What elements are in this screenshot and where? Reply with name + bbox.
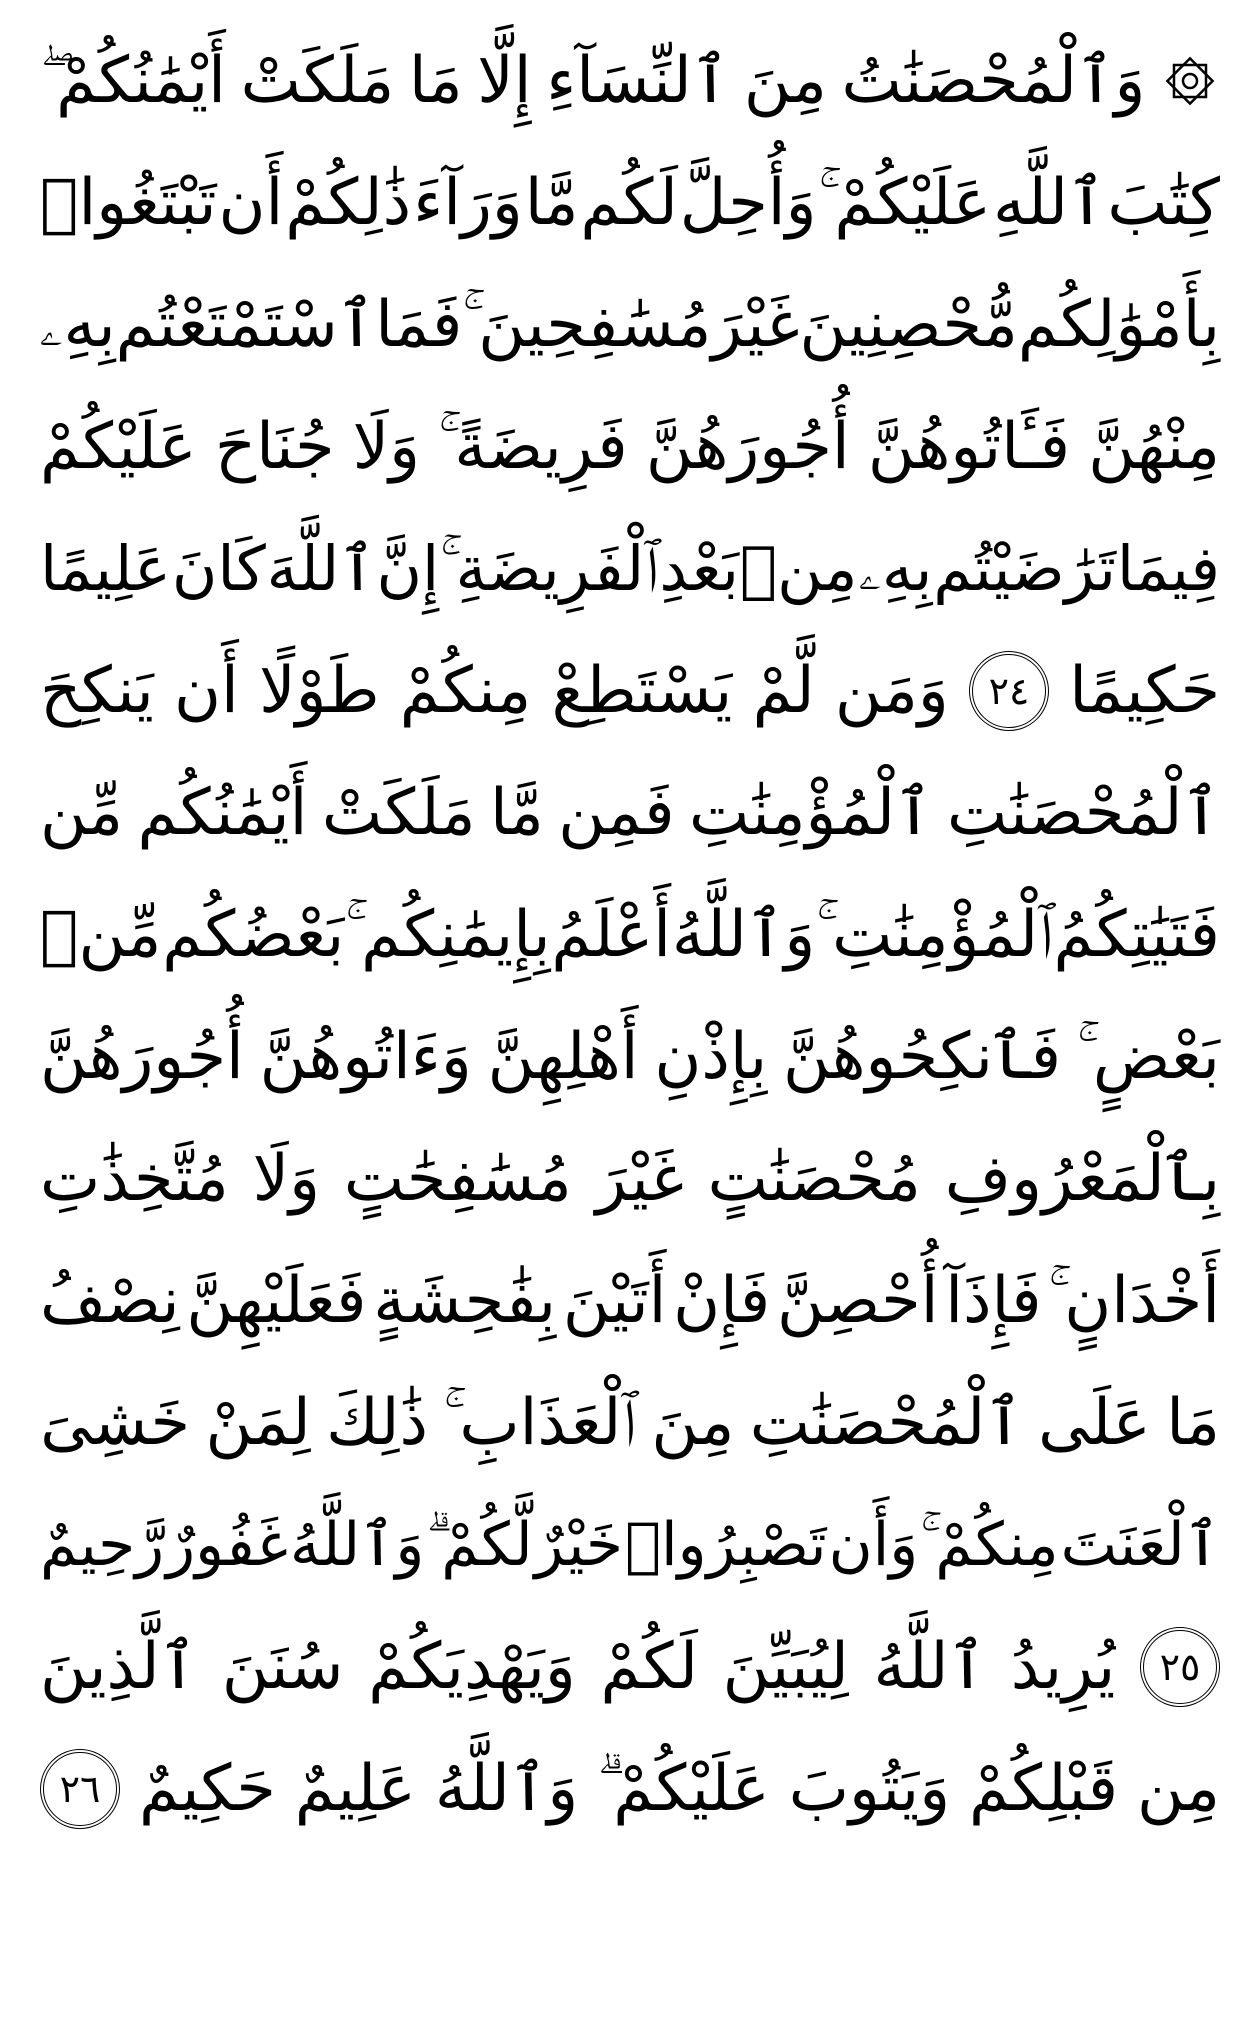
text-line <box>40 20 1220 142</box>
verse-word: مِن <box>1137 1752 1220 1826</box>
verse-word: قَبْلِكُمْ <box>969 1752 1119 1826</box>
verse-word: مِنْهُنَّ <box>1088 410 1220 484</box>
verse-word: أَيْمَٰنُكُمْ ۖ <box>40 44 226 118</box>
verse-word: فَٱنكِحُوهُنَّ <box>782 1020 1062 1094</box>
verse-word: أَهْلِهِنَّ <box>487 1020 639 1094</box>
text-line <box>40 630 1220 752</box>
verse-word: ٱللَّهُ <box>873 1630 987 1704</box>
verse-word: إِنَّ <box>376 532 440 605</box>
verse-word: مَلَكَتْ <box>240 44 395 118</box>
verse-word: عَلَى <box>1038 1386 1151 1460</box>
verse-word: أَن <box>218 166 284 240</box>
verse-word: أَتَيْنَ <box>562 1264 667 1338</box>
verse-word: حَكِيمٌ <box>138 1752 276 1826</box>
verse-word: وَلَا <box>252 1142 321 1216</box>
verse-word: فِيمَا <box>1116 532 1220 605</box>
verse-word: ٱسْتَمْتَعْتُم <box>115 288 376 362</box>
verse-word: خَشِىَ <box>40 1386 191 1460</box>
text-line <box>40 874 1220 996</box>
verse-word: أُجُورَهُنَّ <box>645 410 850 484</box>
verse-word: عَلِيمًا <box>40 532 171 605</box>
verse-word: وَأُحِلَّ <box>679 166 817 240</box>
verse-word: مَلَكَتْ <box>321 776 476 850</box>
verse-word: وَلَا <box>352 410 421 484</box>
text-line <box>40 1240 1220 1362</box>
verse-word: لِيُبَيِّنَ <box>722 1630 849 1704</box>
verse-word: وَٱللَّهُ <box>671 898 816 972</box>
verse-word: مِنَ <box>743 44 827 118</box>
text-line <box>40 264 1220 386</box>
verse-word: بِٱلْمَعْرُوفِ <box>944 1142 1220 1216</box>
verse-word: بِإِذْنِ <box>654 1020 768 1094</box>
verse-lines <box>40 20 1220 1850</box>
verse-word: وَٱلْمُحْصَنَٰتُ <box>841 44 1146 118</box>
verse-word: ذَٰلِكَ <box>326 1386 428 1460</box>
verse-word: تَرَٰضَيْتُم <box>933 532 1117 605</box>
verse-word: فَإِذَآ <box>945 1264 1042 1338</box>
verse-word: نِصْفُ <box>40 1264 180 1338</box>
verse-word: فَإِنْ <box>673 1264 771 1338</box>
ayah-number-marker: ٢٥ <box>1140 1627 1220 1707</box>
verse-word: ٱلنِّسَآءِ <box>546 44 730 118</box>
verse-word: وَيَتُوبَ <box>788 1752 951 1826</box>
verse-word: ٱلْمُحْصَنَٰتِ <box>749 1386 1023 1460</box>
verse-word: مُتَّخِذَٰتِ <box>40 1142 229 1216</box>
verse-word: بِهِۦ <box>858 532 933 605</box>
verse-word: بَعْدِ <box>659 532 740 605</box>
verse-word: وَٱللَّهُ <box>289 1510 425 1580</box>
verse-word: مِنَ <box>651 1386 735 1460</box>
verse-word: وَٱللَّهُ <box>434 1752 579 1826</box>
verse-word: بِإِيمَٰنِكُم ۚ <box>345 898 551 972</box>
verse-word: فَمِن <box>558 776 675 850</box>
verse-word: لِمَنْ <box>205 1386 311 1460</box>
verse-word: لَّكُمْ ۗ <box>426 1510 533 1580</box>
verse-word: مُحْصَنَٰتٍ <box>707 1142 921 1216</box>
text-line <box>40 752 1220 874</box>
verse-word: مِّنۢ <box>40 898 162 972</box>
verse-word: فَتَيَٰتِكُمُ <box>1053 898 1220 972</box>
verse-word: وَأَن <box>828 1510 919 1580</box>
verse-word: لَّمْ <box>752 654 815 728</box>
ayah-number-marker: ٢٤ <box>969 651 1049 731</box>
text-line <box>40 996 1220 1118</box>
verse-word: مَا <box>1166 1386 1220 1460</box>
verse-word: عَلِيمٌ <box>294 1752 416 1826</box>
verse-word: بَعْضُكُم <box>162 898 345 972</box>
verse-word: كِتَٰبَ <box>1107 166 1220 240</box>
text-line <box>40 1118 1220 1240</box>
verse-word: عَلَيْكُمْ <box>40 410 197 484</box>
verse-word: مُسَٰفِحَٰتٍ <box>343 1142 572 1216</box>
verse-word: وَيَهْدِيَكُمْ <box>368 1630 576 1704</box>
verse-word: سُنَنَ <box>221 1630 344 1704</box>
verse-word: غَيْرَ <box>595 1142 684 1216</box>
verse-word: ٱلَّذِينَ <box>40 1630 198 1704</box>
verse-word: رَّحِيمٌ <box>40 1510 165 1580</box>
text-line <box>40 142 1220 264</box>
rub-el-hizb-icon <box>1160 51 1220 111</box>
verse-word: ٱلْمُحْصَنَٰتِ <box>947 776 1220 850</box>
verse-word: مِنكُمْ ۚ <box>920 1510 1059 1580</box>
verse-word: عَلَيْكُمْ ۚ <box>818 166 992 240</box>
text-line <box>40 1606 1220 1728</box>
verse-word: تَبْتَغُوا۟ <box>40 166 217 240</box>
text-line <box>40 1728 1220 1850</box>
verse-word: بَعْضٍ ۚ <box>1076 1020 1220 1094</box>
verse-word: أَخْدَانٍ ۚ <box>1048 1264 1220 1338</box>
text-line <box>40 1484 1220 1606</box>
verse-word: مِّن <box>40 776 124 850</box>
verse-word: أَيْمَٰنُكُم <box>137 776 308 850</box>
text-line <box>40 386 1220 508</box>
verse-word: مَّا <box>489 776 544 850</box>
verse-word: بِفَٰحِشَةٍ <box>373 1264 557 1338</box>
verse-word: يَسْتَطِعْ <box>551 654 733 728</box>
verse-word: ٱلْمُؤْمِنَٰتِ ۚ <box>816 898 1053 972</box>
ayah-number-marker: ٢٦ <box>40 1749 120 1829</box>
verse-word: خَيْرٌ <box>534 1510 623 1580</box>
verse-word: غَيْرَ <box>711 288 800 362</box>
verse-word: وَءَاتُوهُنَّ <box>259 1020 472 1094</box>
verse-word: فَرِيضَةً ۚ <box>438 410 628 484</box>
verse-word: لَكُمْ <box>600 1630 698 1704</box>
verse-word: لَكُم <box>580 166 678 240</box>
verse-word: حَكِيمًا <box>1069 654 1220 728</box>
verse-word: أُجُورَهُنَّ <box>40 1020 244 1094</box>
verse-word: فَمَا <box>375 288 463 362</box>
verse-word: مَّا <box>524 166 579 240</box>
verse-word: مَا <box>408 44 463 118</box>
verse-word: مُسَٰفِحِينَ ۚ <box>462 288 712 362</box>
verse-word: وَرَآءَ <box>413 166 523 240</box>
verse-word: عَلَيْكُمْ ۗ <box>597 1752 770 1826</box>
verse-word: فَـَٔاتُوهُنَّ <box>867 410 1071 484</box>
verse-word: ٱلْعَذَابِ ۚ <box>443 1386 637 1460</box>
text-line <box>40 508 1220 630</box>
verse-word: طَوْلًا <box>259 654 380 728</box>
verse-word: أَن <box>174 654 239 728</box>
verse-word: مِنكُمْ <box>399 654 532 728</box>
verse-word: إِلَّا <box>477 44 532 118</box>
verse-word: بِهِۦ <box>39 288 116 362</box>
verse-word: غَفُورٌ <box>166 1510 288 1580</box>
verse-word: وَمَن <box>834 654 949 728</box>
verse-word: كَانَ <box>171 532 266 605</box>
verse-word: ٱلْمُؤْمِنَٰتِ <box>689 776 933 850</box>
verse-word: ٱللَّهِ <box>992 166 1106 240</box>
verse-word: تَصْبِرُوا۟ <box>624 1510 827 1580</box>
verse-word: جُنَاحَ <box>214 410 335 484</box>
verse-word: يُرِيدُ <box>1010 1630 1116 1704</box>
verse-word: أَعْلَمُ <box>551 898 672 972</box>
verse-word: أُحْصِنَّ <box>776 1264 939 1338</box>
verse-word: بِأَمْوَٰلِكُم <box>1017 288 1220 362</box>
text-line <box>40 1362 1220 1484</box>
verse-word: ٱلْعَنَتَ <box>1060 1510 1220 1580</box>
verse-word: مِنۢ <box>739 532 858 605</box>
verse-word: فَعَلَيْهِنَّ <box>186 1264 367 1338</box>
verse-word: مُّحْصِنِينَ <box>799 288 1018 362</box>
verse-word: ٱلْفَرِيضَةِ ۚ <box>440 532 659 605</box>
verse-word: ٱللَّهَ <box>266 532 376 605</box>
verse-word: يَنكِحَ <box>40 654 154 728</box>
verse-word: ذَٰلِكُمْ <box>285 166 412 240</box>
